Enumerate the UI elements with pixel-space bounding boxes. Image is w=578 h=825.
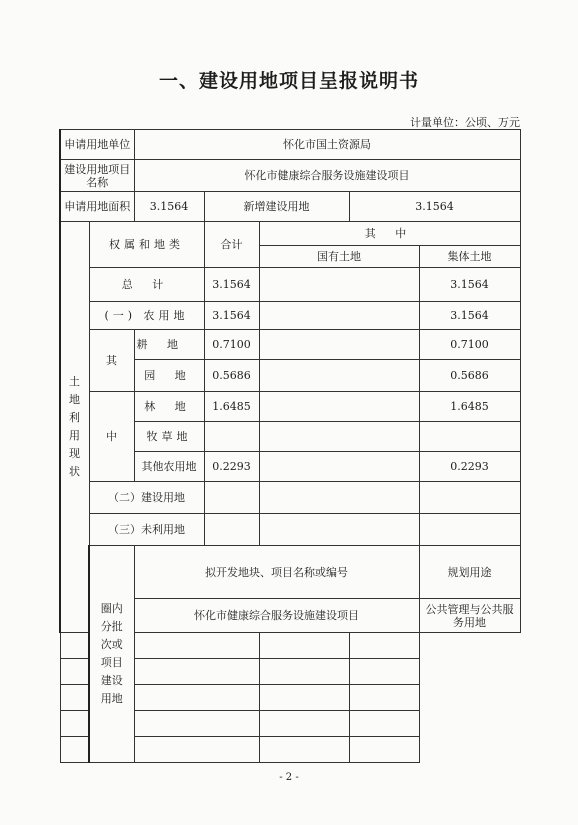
landuse-row-agri (60, 302, 520, 330)
batch-row-2 (60, 633, 520, 659)
landuse-header-row-1 (60, 222, 520, 246)
landuse-row-arable (60, 330, 520, 360)
row-label: 总 计 (89, 268, 204, 302)
area-label: 申请用地面积 (60, 192, 134, 222)
collective-value: 0.2293 (419, 452, 520, 482)
state-value (259, 422, 419, 452)
new-construction-value: 3.1564 (349, 192, 520, 222)
parcel-value: 怀化市健康综合服务设施建设项目 (134, 599, 419, 633)
state-value (259, 330, 419, 360)
row-label: 园 地 (134, 360, 204, 392)
batch-row-5 (60, 711, 520, 737)
row-label: 牧草地 (134, 422, 204, 452)
total-value: 0.2293 (204, 452, 259, 482)
row-label: （二）建设用地 (89, 482, 204, 514)
applicant-value: 怀化市国土资源局 (134, 130, 520, 160)
measure-unit: 计量单位：公顷、万元 (410, 116, 520, 129)
collective-value: 0.7100 (419, 330, 520, 360)
purpose-header: 规划用途 (419, 546, 520, 599)
total-value: 3.1564 (204, 302, 259, 330)
new-construction-label: 新增建设用地 (204, 192, 349, 222)
total-value: 0.5686 (204, 360, 259, 392)
landuse-section-label: 土地利用现状 (60, 222, 89, 633)
collective-value: 3.1564 (419, 302, 520, 330)
project-value: 怀化市健康综合服务设施建设项目 (134, 160, 520, 192)
state-value (259, 392, 419, 422)
parcel-header: 拟开发地块、项目名称或编号 (134, 546, 419, 599)
batch-section-label: 圈内分批次或项目建设用地 (89, 546, 134, 763)
state-value (259, 452, 419, 482)
batch-row-6 (60, 737, 520, 763)
total-value (204, 422, 259, 452)
applicant-row (60, 130, 520, 160)
row-label: （三）未利用地 (89, 514, 204, 546)
total-header: 合计 (204, 222, 259, 268)
applicant-label: 申请用地单位 (60, 130, 134, 160)
state-land-header: 国有土地 (259, 246, 419, 268)
state-value (259, 360, 419, 392)
area-value: 3.1564 (134, 192, 204, 222)
total-value: 1.6485 (204, 392, 259, 422)
landuse-row-unused (60, 514, 520, 546)
document-title: 一、建设用地项目呈报说明书 (158, 70, 419, 92)
total-value: 3.1564 (204, 268, 259, 302)
batch-row-4 (60, 685, 520, 711)
row-label: 耕 地 (134, 330, 204, 360)
category-header: 权属和地类 (89, 222, 204, 268)
row-label: 其他农用地 (134, 452, 204, 482)
project-label: 建设用地项目名称 (60, 160, 134, 192)
area-row (60, 192, 520, 222)
row-label: 林 地 (134, 392, 204, 422)
project-row (60, 160, 520, 192)
landuse-row-total (60, 268, 520, 302)
collective-value: 1.6485 (419, 392, 520, 422)
among-top-label: 其 (89, 330, 134, 392)
among-header: 其 中 (259, 222, 520, 246)
total-value: 0.7100 (204, 330, 259, 360)
land-use-report-table (59, 129, 521, 763)
batch-header-row (60, 546, 520, 599)
landuse-row-forest (60, 392, 520, 422)
page-number: - 2 - (279, 772, 299, 783)
batch-row-3 (60, 659, 520, 685)
collective-value (419, 422, 520, 452)
among-bottom-label: 中 (89, 392, 134, 482)
collective-land-header: 集体土地 (419, 246, 520, 268)
landuse-row-construction (60, 482, 520, 514)
purpose-value: 公共管理与公共服务用地 (419, 599, 520, 633)
row-label: (一) 农用地 (89, 302, 204, 330)
collective-value: 0.5686 (419, 360, 520, 392)
state-value (259, 268, 419, 302)
state-value (259, 302, 419, 330)
collective-value: 3.1564 (419, 268, 520, 302)
